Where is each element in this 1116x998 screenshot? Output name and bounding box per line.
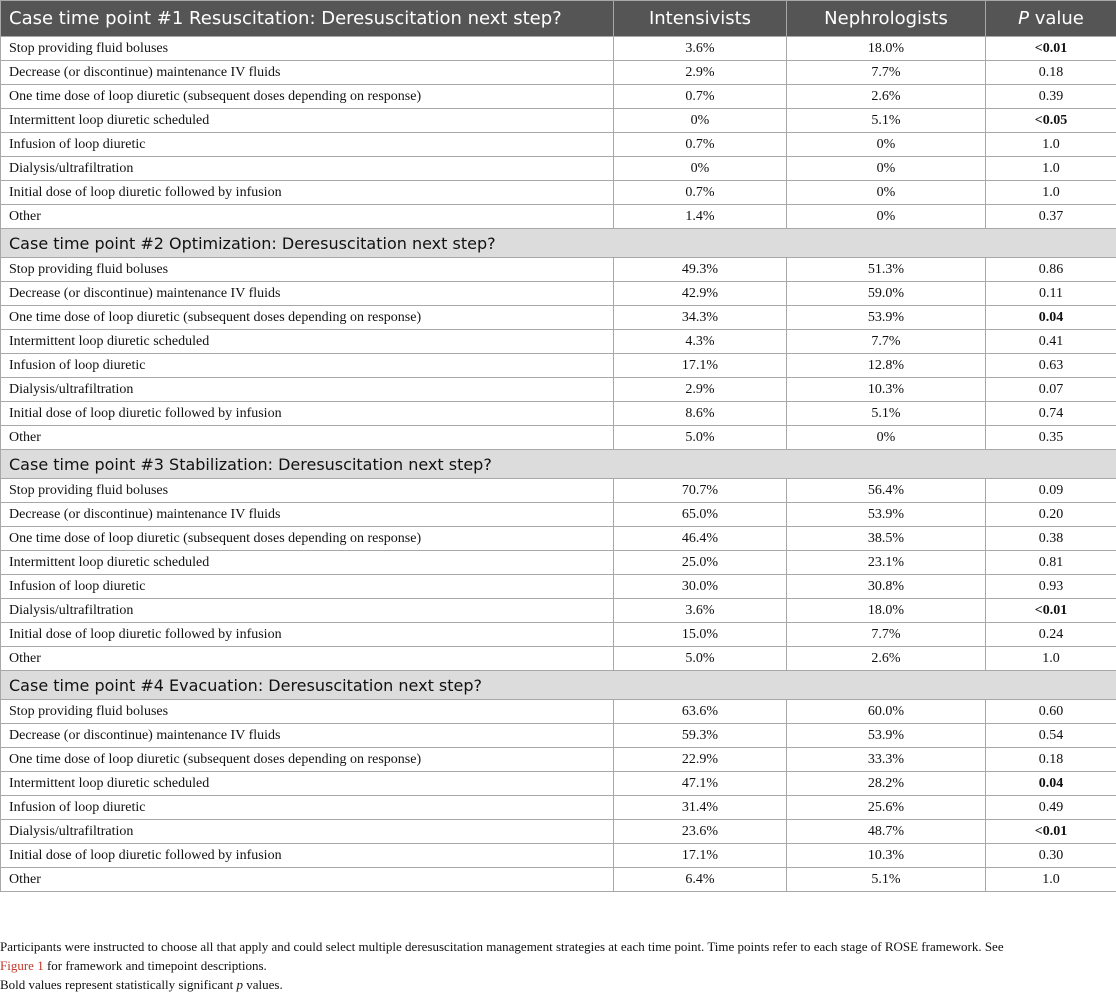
table-row (1, 503, 1116, 527)
nephrologists-value: 0% (787, 205, 986, 229)
p-value: 0.86 (986, 258, 1116, 282)
p-value: 0.38 (986, 527, 1116, 551)
p-symbol: P (1018, 8, 1029, 29)
nephrologists-value: 12.8% (787, 354, 986, 378)
nephrologists-value: 0% (787, 426, 986, 450)
row-label: Decrease (or discontinue) maintenance IV fluids (1, 61, 614, 85)
row-label: Infusion of loop diuretic (1, 575, 614, 599)
table-row (1, 205, 1116, 229)
intensivists-value: 0% (614, 157, 787, 181)
intensivists-value: 30.0% (614, 575, 787, 599)
row-label: Dialysis/ultrafiltration (1, 599, 614, 623)
p-value: 0.18 (986, 748, 1116, 772)
table-row (1, 479, 1116, 503)
figure-1-link[interactable]: Figure 1 (0, 958, 44, 973)
nephrologists-value: 53.9% (787, 503, 986, 527)
intensivists-value: 0% (614, 109, 787, 133)
section-title: Case time point #2 Optimization: Deresuscitation next step? (1, 229, 1116, 258)
intensivists-value: 65.0% (614, 503, 787, 527)
section-row (1, 450, 1116, 479)
table-row (1, 258, 1116, 282)
table-row (1, 748, 1116, 772)
table-row (1, 282, 1116, 306)
intensivists-value: 2.9% (614, 378, 787, 402)
intensivists-value: 8.6% (614, 402, 787, 426)
intensivists-value: 0.7% (614, 181, 787, 205)
nephrologists-value: 5.1% (787, 868, 986, 892)
p-value: <0.05 (986, 109, 1116, 133)
intensivists-value: 25.0% (614, 551, 787, 575)
row-label: Other (1, 426, 614, 450)
intensivists-value: 17.1% (614, 844, 787, 868)
nephrologists-value: 0% (787, 133, 986, 157)
table-row (1, 85, 1116, 109)
p-value: <0.01 (986, 37, 1116, 61)
p-value: 0.74 (986, 402, 1116, 426)
row-label: Decrease (or discontinue) maintenance IV fluids (1, 282, 614, 306)
p-value: 1.0 (986, 133, 1116, 157)
intensivists-value: 4.3% (614, 330, 787, 354)
nephrologists-value: 38.5% (787, 527, 986, 551)
nephrologists-value: 7.7% (787, 623, 986, 647)
p-value: 0.39 (986, 85, 1116, 109)
nephrologists-value: 48.7% (787, 820, 986, 844)
row-label: Intermittent loop diuretic scheduled (1, 772, 614, 796)
footnote-line-1: Participants were instructed to choose all that apply and could select multiple deresuscitation management strategies at each time point. Time points refer to each stage of ROSE framework. See Figure 1 for framework and timepoint descriptions. (0, 939, 1004, 973)
row-label: One time dose of loop diuretic (subsequent doses depending on response) (1, 527, 614, 551)
nephrologists-value: 28.2% (787, 772, 986, 796)
p-value: 0.20 (986, 503, 1116, 527)
p-value: 0.18 (986, 61, 1116, 85)
row-label: Infusion of loop diuretic (1, 133, 614, 157)
intensivists-value: 63.6% (614, 700, 787, 724)
intensivists-value: 31.4% (614, 796, 787, 820)
intensivists-value: 70.7% (614, 479, 787, 503)
intensivists-value: 47.1% (614, 772, 787, 796)
table-row (1, 181, 1116, 205)
row-label: Initial dose of loop diuretic followed by infusion (1, 844, 614, 868)
section-title: Case time point #1 Resuscitation: Deresuscitation next step? (1, 1, 614, 37)
row-label: Infusion of loop diuretic (1, 354, 614, 378)
p-value: 0.54 (986, 724, 1116, 748)
section-title: Case time point #3 Stabilization: Deresuscitation next step? (1, 450, 1116, 479)
nephrologists-value: 7.7% (787, 330, 986, 354)
row-label: Stop providing fluid boluses (1, 479, 614, 503)
intensivists-value: 23.6% (614, 820, 787, 844)
nephrologists-value: 7.7% (787, 61, 986, 85)
row-label: Dialysis/ultrafiltration (1, 820, 614, 844)
p-value: 0.63 (986, 354, 1116, 378)
nephrologists-value: 5.1% (787, 109, 986, 133)
table-row (1, 157, 1116, 181)
row-label: Initial dose of loop diuretic followed by infusion (1, 623, 614, 647)
p-value: 0.24 (986, 623, 1116, 647)
p-value: 0.07 (986, 378, 1116, 402)
nephrologists-value: 59.0% (787, 282, 986, 306)
intensivists-value: 49.3% (614, 258, 787, 282)
table-row (1, 772, 1116, 796)
row-label: Dialysis/ultrafiltration (1, 378, 614, 402)
table-row (1, 599, 1116, 623)
table-row (1, 796, 1116, 820)
row-label: One time dose of loop diuretic (subsequent doses depending on response) (1, 306, 614, 330)
table-row (1, 700, 1116, 724)
p-value: 0.93 (986, 575, 1116, 599)
p-value: 0.04 (986, 306, 1116, 330)
table-footnote (0, 937, 1110, 994)
p-value: 0.60 (986, 700, 1116, 724)
table-row (1, 724, 1116, 748)
table-row (1, 306, 1116, 330)
row-label: Initial dose of loop diuretic followed by infusion (1, 181, 614, 205)
table-row (1, 820, 1116, 844)
table-row (1, 426, 1116, 450)
intensivists-value: 2.9% (614, 61, 787, 85)
table-row (1, 109, 1116, 133)
p-value: 1.0 (986, 868, 1116, 892)
row-label: One time dose of loop diuretic (subsequent doses depending on response) (1, 85, 614, 109)
p-value: 1.0 (986, 181, 1116, 205)
row-label: Intermittent loop diuretic scheduled (1, 330, 614, 354)
table-row (1, 133, 1116, 157)
table-row (1, 402, 1116, 426)
nephrologists-value: 2.6% (787, 647, 986, 671)
row-label: Other (1, 205, 614, 229)
footnote-line-2: Bold values represent statistically significant p values. (0, 977, 283, 992)
row-label: One time dose of loop diuretic (subsequent doses depending on response) (1, 748, 614, 772)
p-value: 0.09 (986, 479, 1116, 503)
intensivists-value: 5.0% (614, 647, 787, 671)
nephrologists-value: 60.0% (787, 700, 986, 724)
intensivists-value: 22.9% (614, 748, 787, 772)
section-row (1, 229, 1116, 258)
column-header-p-value (986, 1, 1116, 37)
p-value: 0.35 (986, 426, 1116, 450)
nephrologists-value: 51.3% (787, 258, 986, 282)
intensivists-value: 6.4% (614, 868, 787, 892)
nephrologists-value: 10.3% (787, 378, 986, 402)
table-row (1, 354, 1116, 378)
intensivists-value: 0.7% (614, 85, 787, 109)
intensivists-value: 59.3% (614, 724, 787, 748)
nephrologists-value: 56.4% (787, 479, 986, 503)
p-value: <0.01 (986, 820, 1116, 844)
row-label: Other (1, 647, 614, 671)
row-label: Stop providing fluid boluses (1, 37, 614, 61)
table-row (1, 623, 1116, 647)
table-row (1, 61, 1116, 85)
p-value: 0.11 (986, 282, 1116, 306)
intensivists-value: 34.3% (614, 306, 787, 330)
nephrologists-value: 10.3% (787, 844, 986, 868)
nephrologists-value: 25.6% (787, 796, 986, 820)
header-row (1, 1, 1116, 37)
p-value: 1.0 (986, 647, 1116, 671)
column-header-nephrologists: Nephrologists (787, 1, 986, 37)
nephrologists-value: 5.1% (787, 402, 986, 426)
table-row (1, 575, 1116, 599)
nephrologists-value: 53.9% (787, 724, 986, 748)
table-row (1, 868, 1116, 892)
nephrologists-value: 0% (787, 181, 986, 205)
p-value: 0.81 (986, 551, 1116, 575)
table-row (1, 647, 1116, 671)
intensivists-value: 5.0% (614, 426, 787, 450)
p-value: 0.41 (986, 330, 1116, 354)
intensivists-value: 46.4% (614, 527, 787, 551)
p-value: 0.49 (986, 796, 1116, 820)
row-label: Decrease (or discontinue) maintenance IV fluids (1, 724, 614, 748)
row-label: Intermittent loop diuretic scheduled (1, 551, 614, 575)
row-label: Intermittent loop diuretic scheduled (1, 109, 614, 133)
p-value: 0.37 (986, 205, 1116, 229)
table-row (1, 37, 1116, 61)
nephrologists-value: 30.8% (787, 575, 986, 599)
p-value: 0.04 (986, 772, 1116, 796)
row-label: Stop providing fluid boluses (1, 700, 614, 724)
p-value: <0.01 (986, 599, 1116, 623)
value-word: value (1034, 8, 1084, 29)
nephrologists-value: 0% (787, 157, 986, 181)
row-label: Dialysis/ultrafiltration (1, 157, 614, 181)
row-label: Stop providing fluid boluses (1, 258, 614, 282)
intensivists-value: 3.6% (614, 599, 787, 623)
table-row (1, 551, 1116, 575)
row-label: Decrease (or discontinue) maintenance IV fluids (1, 503, 614, 527)
row-label: Infusion of loop diuretic (1, 796, 614, 820)
nephrologists-value: 53.9% (787, 306, 986, 330)
intensivists-value: 3.6% (614, 37, 787, 61)
section-row (1, 671, 1116, 700)
row-label: Initial dose of loop diuretic followed by infusion (1, 402, 614, 426)
table-row (1, 844, 1116, 868)
section-title: Case time point #4 Evacuation: Deresuscitation next step? (1, 671, 1116, 700)
nephrologists-value: 33.3% (787, 748, 986, 772)
intensivists-value: 0.7% (614, 133, 787, 157)
p-value: 0.30 (986, 844, 1116, 868)
nephrologists-value: 23.1% (787, 551, 986, 575)
intensivists-value: 17.1% (614, 354, 787, 378)
intensivists-value: 42.9% (614, 282, 787, 306)
row-label: Other (1, 868, 614, 892)
table-row (1, 378, 1116, 402)
table-row (1, 330, 1116, 354)
intensivists-value: 15.0% (614, 623, 787, 647)
nephrologists-value: 18.0% (787, 37, 986, 61)
table-row (1, 527, 1116, 551)
nephrologists-value: 18.0% (787, 599, 986, 623)
p-value: 1.0 (986, 157, 1116, 181)
nephrologists-value: 2.6% (787, 85, 986, 109)
intensivists-value: 1.4% (614, 205, 787, 229)
column-header-intensivists: Intensivists (614, 1, 787, 37)
